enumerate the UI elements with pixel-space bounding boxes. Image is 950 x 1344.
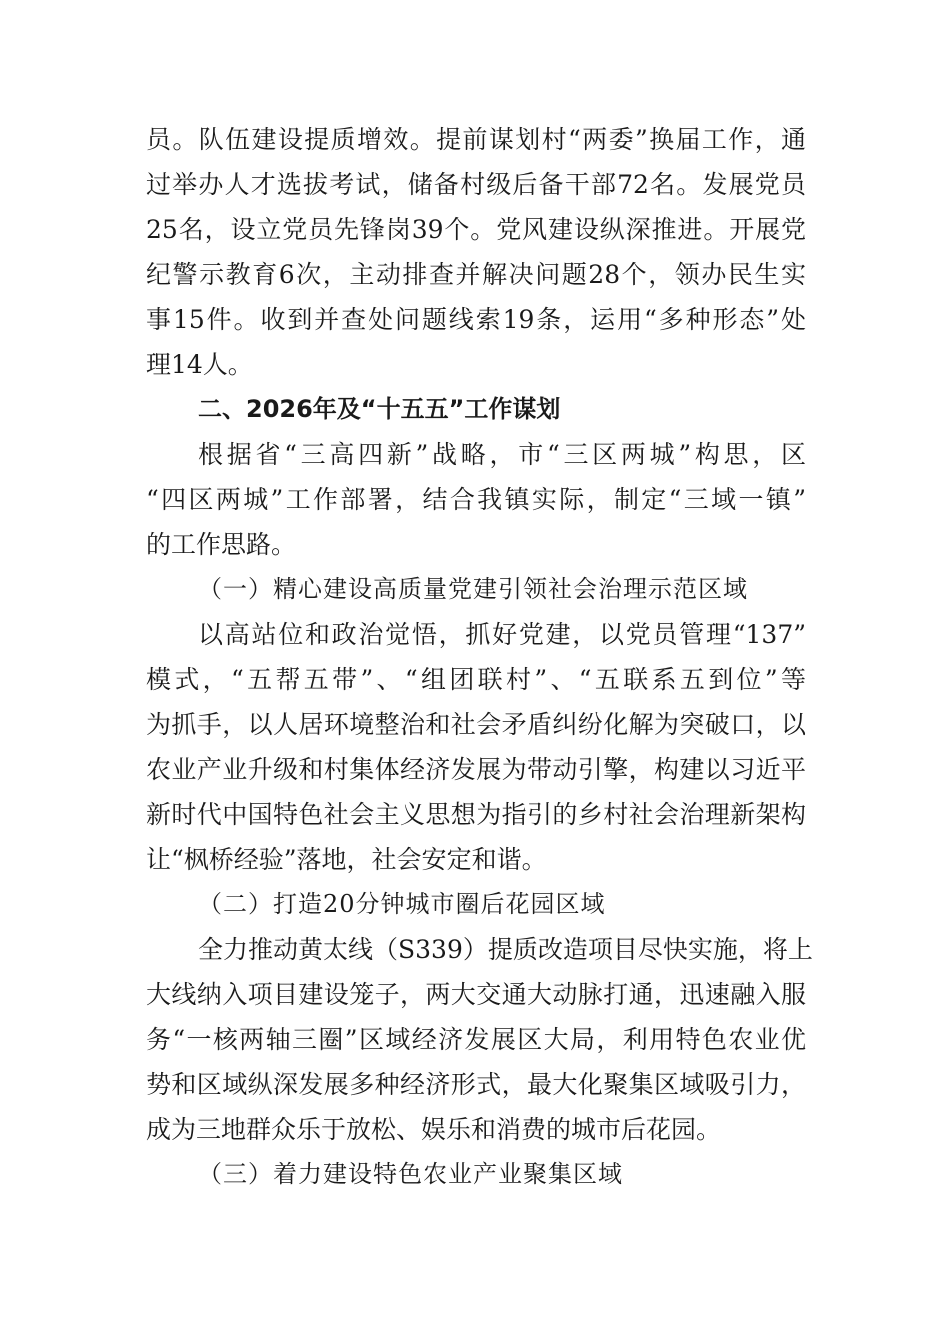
text-line: 新时代中国特色社会主义思想为指引的乡村社会治理新架构 (146, 800, 806, 829)
text-line: 的工作思路。 (146, 530, 297, 559)
text-line: “四区两城”工作部署，结合我镇实际，制定“三域一镇” (146, 485, 806, 514)
paragraph-team-building (146, 117, 806, 387)
subheading-text: （二）打造20分钟城市圈后花园区域 (198, 890, 606, 918)
subheading-text: （三）着力建设特色农业产业聚集区域 (198, 1160, 623, 1188)
paragraph-strategy-intro (146, 432, 806, 567)
document-page (146, 117, 813, 1197)
text-line: 根据省“三高四新”战略，市“三区两城”构思，区 (198, 440, 806, 469)
text-line: 务“一核两轴三圈”区域经济发展区大局，利用特色农业优 (146, 1025, 806, 1054)
text-line: 成为三地群众乐于放松、娱乐和消费的城市后花园。 (146, 1115, 722, 1144)
text-line: 为抓手，以人居环境整治和社会矛盾纠纷化解为突破口，以 (146, 710, 806, 739)
text-line: 让“枫桥经验”落地，社会安定和谐。 (146, 845, 547, 874)
text-line: 员。队伍建设提质增效。提前谋划村“两委”换届工作，通 (146, 125, 806, 154)
text-line: 全力推动黄太线（S339）提质改造项目尽快实施，将上 (198, 935, 813, 964)
text-line: 势和区域纵深发展多种经济形式，最大化聚集区域吸引力， (146, 1070, 806, 1099)
subheading-city-garden-zone (146, 882, 806, 927)
heading-text: 二、2026年及“十五五”工作谋划 (198, 395, 561, 423)
text-line: 理14人。 (146, 350, 253, 379)
text-line: 过举办人才选拔考试，储备村级后备干部72名。发展党员 (146, 170, 806, 199)
paragraph-city-garden (146, 927, 813, 1152)
subheading-text: （一）精心建设高质量党建引领社会治理示范区域 (198, 575, 748, 603)
text-line: 模式，“五帮五带”、“组团联村”、“五联系五到位”等 (146, 665, 806, 694)
subheading-party-building-zone (146, 567, 806, 612)
text-line: 事15件。收到并查处问题线索19条，运用“多种形态”处 (146, 305, 806, 334)
text-line: 大线纳入项目建设笼子，两大交通大动脉打通，迅速融入服 (146, 980, 806, 1009)
text-line: 纪警示教育6次，主动排查并解决问题28个，领办民生实 (146, 260, 806, 289)
subheading-agriculture-zone (146, 1152, 806, 1197)
text-line: 25名，设立党员先锋岗39个。党风建设纵深推进。开展党 (146, 215, 806, 244)
text-line: 农业产业升级和村集体经济发展为带动引擎，构建以习近平 (146, 755, 806, 784)
section-heading-2026-plan (146, 387, 806, 432)
text-line: 以高站位和政治觉悟，抓好党建，以党员管理“137” (198, 620, 806, 649)
paragraph-party-building (146, 612, 806, 882)
